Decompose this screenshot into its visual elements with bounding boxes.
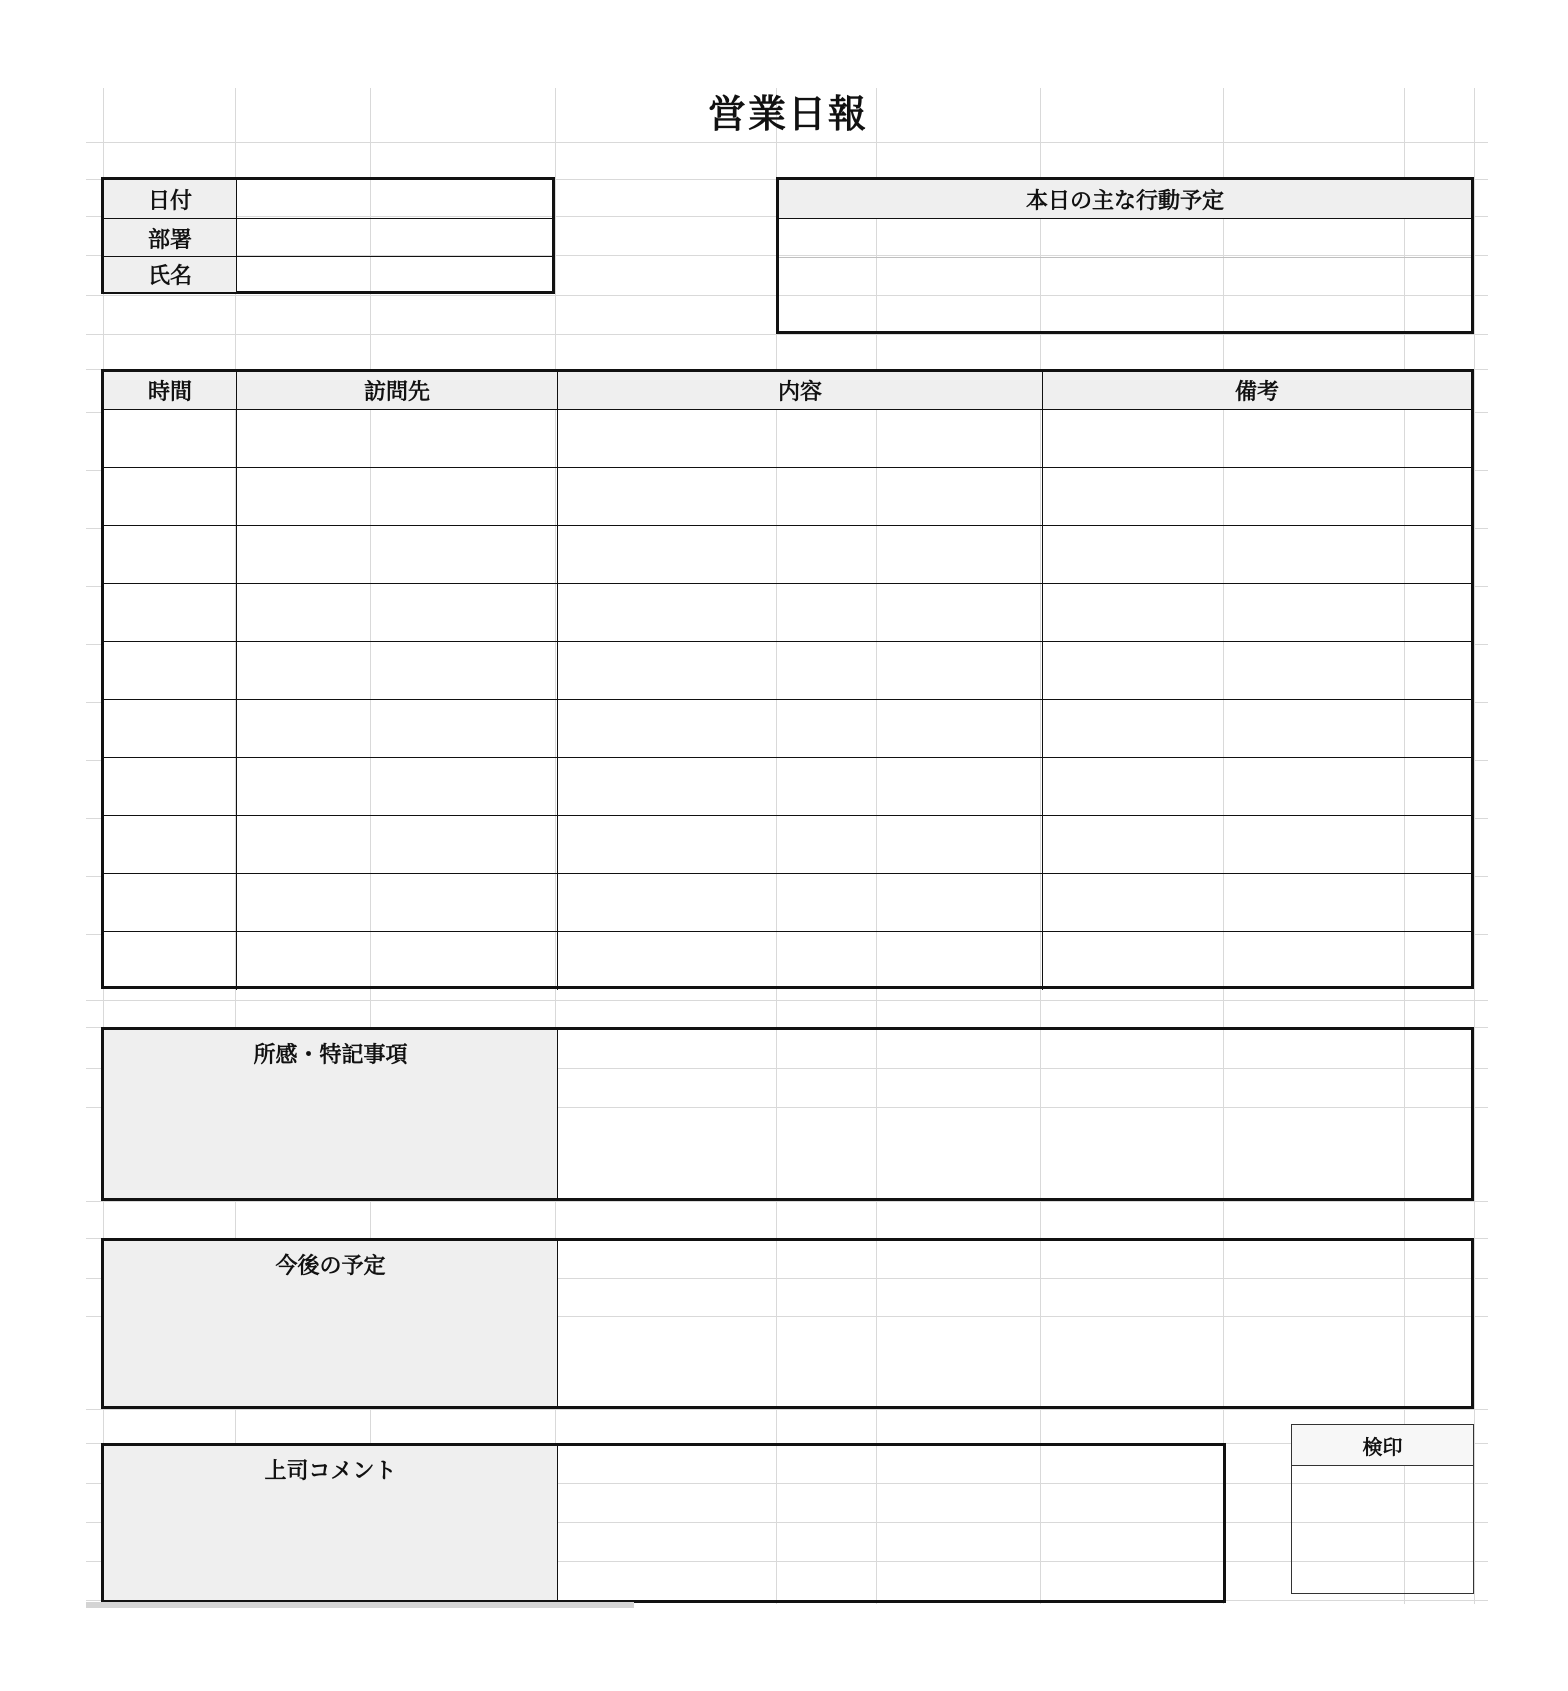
name-field[interactable] (237, 257, 552, 292)
table-cell[interactable] (104, 758, 237, 816)
table-cell[interactable] (1043, 816, 1471, 874)
table-cell[interactable] (104, 410, 237, 468)
table-cell[interactable] (237, 468, 558, 526)
table-cell[interactable] (237, 526, 558, 584)
table-cell[interactable] (104, 642, 237, 700)
table-cell[interactable] (237, 410, 558, 468)
info-row-date (104, 180, 552, 218)
table-cell[interactable] (237, 642, 558, 700)
table-cell[interactable] (237, 932, 558, 990)
table-cell[interactable] (1043, 584, 1471, 642)
table-header-time: 時間 (104, 372, 237, 410)
table-cell[interactable] (104, 526, 237, 584)
todays-plan-label: 本日の主な行動予定 (779, 180, 1471, 219)
info-fields-box (101, 177, 555, 294)
table-cell[interactable] (1043, 758, 1471, 816)
table-cell[interactable] (558, 700, 1043, 758)
future-plan-field[interactable] (559, 1241, 1471, 1406)
table-cell[interactable] (104, 874, 237, 932)
table-cell[interactable] (558, 584, 1043, 642)
table-cell[interactable] (558, 642, 1043, 700)
department-field[interactable] (237, 219, 552, 257)
remarks-box (101, 1027, 1474, 1201)
remarks-label: 所感・特記事項 (104, 1030, 558, 1198)
info-row-department (104, 218, 552, 257)
table-cell[interactable] (558, 816, 1043, 874)
report-title: 営業日報 (707, 92, 868, 136)
future-plan-box (101, 1238, 1474, 1409)
department-label: 部署 (104, 219, 237, 257)
supervisor-comment-field[interactable] (559, 1446, 1223, 1600)
todays-plan-box (776, 177, 1474, 334)
table-cell[interactable] (558, 468, 1043, 526)
date-field[interactable] (237, 180, 552, 218)
table-cell[interactable] (1043, 642, 1471, 700)
remarks-field[interactable] (559, 1030, 1471, 1198)
table-cell[interactable] (558, 758, 1043, 816)
approval-stamp-label: 検印 (1292, 1425, 1473, 1466)
table-cell[interactable] (1043, 932, 1471, 990)
table-cell[interactable] (104, 932, 237, 990)
approval-stamp-box (1291, 1424, 1474, 1594)
table-cell[interactable] (237, 584, 558, 642)
info-row-name (104, 256, 552, 292)
table-cell[interactable] (237, 874, 558, 932)
table-cell[interactable] (1043, 526, 1471, 584)
table-cell[interactable] (558, 932, 1043, 990)
table-header-notes: 備考 (1043, 372, 1471, 410)
table-cell[interactable] (237, 700, 558, 758)
table-cell[interactable] (104, 468, 237, 526)
table-cell[interactable] (104, 584, 237, 642)
future-plan-label: 今後の予定 (104, 1241, 558, 1406)
todays-plan-field[interactable] (779, 219, 1471, 331)
table-cell[interactable] (558, 410, 1043, 468)
supervisor-comment-label: 上司コメント (104, 1446, 558, 1600)
table-cell[interactable] (237, 816, 558, 874)
date-label: 日付 (104, 180, 237, 218)
horizontal-scrollbar[interactable] (86, 1602, 634, 1608)
table-cell[interactable] (1043, 700, 1471, 758)
supervisor-comment-box (101, 1443, 1226, 1603)
table-cell[interactable] (237, 758, 558, 816)
table-cell[interactable] (104, 816, 237, 874)
table-header-visit-destination: 訪問先 (237, 372, 558, 410)
table-cell[interactable] (104, 700, 237, 758)
table-cell[interactable] (1043, 874, 1471, 932)
table-cell[interactable] (558, 526, 1043, 584)
name-label: 氏名 (104, 257, 237, 292)
activity-table (101, 369, 1474, 989)
approval-stamp-area[interactable] (1292, 1466, 1473, 1593)
table-cell[interactable] (1043, 468, 1471, 526)
table-header-content: 内容 (558, 372, 1043, 410)
table-cell[interactable] (558, 874, 1043, 932)
table-cell[interactable] (1043, 410, 1471, 468)
